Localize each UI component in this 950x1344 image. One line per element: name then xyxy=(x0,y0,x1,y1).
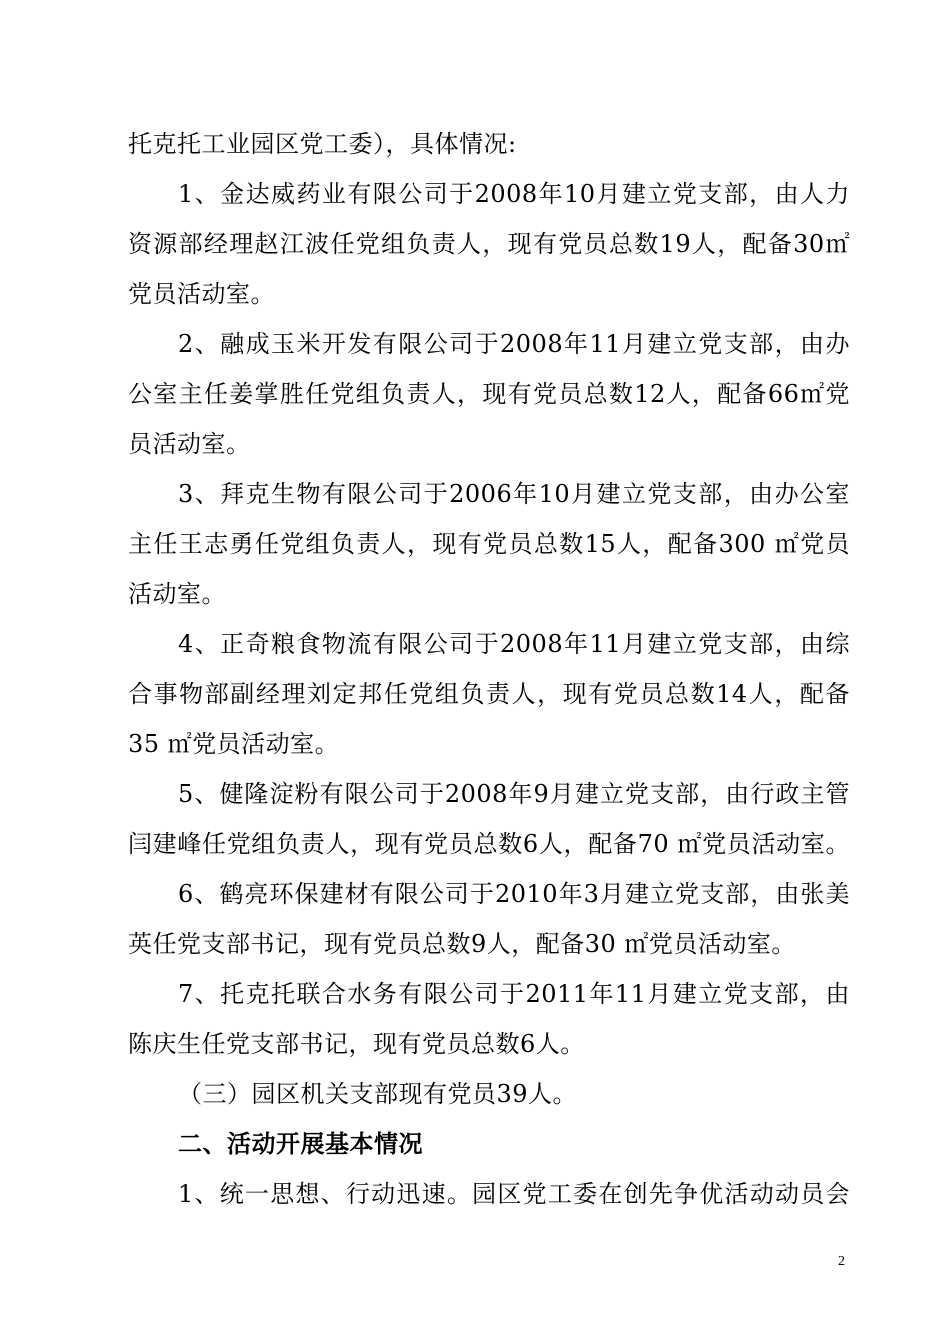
text-line-13: 35 ㎡党员活动室。 xyxy=(128,730,340,758)
text-line-5: 2、融成玉米开发有限公司于2008年11月建立党支部，由办 xyxy=(178,330,850,358)
text-line-3: 资源部经理赵江波任党组负责人，现有党员总数19人，配备30㎡ xyxy=(128,230,850,258)
text-line-11: 4、正奇粮食物流有限公司于2008年11月建立党支部，由综 xyxy=(178,630,850,658)
text-line-8: 3、拜克生物有限公司于2006年10月建立党支部，由办公室 xyxy=(178,480,850,508)
text-line-4: 党员活动室。 xyxy=(128,280,275,308)
text-line-9: 主任王志勇任党组负责人，现有党员总数15人，配备300 ㎡党员 xyxy=(128,530,850,558)
text-line-20: （三）园区机关支部现有党员39人。 xyxy=(178,1080,578,1108)
text-line-19: 陈庆生任党支部书记，现有党员总数6人。 xyxy=(128,1030,585,1058)
section-heading: 二、活动开展基本情况 xyxy=(178,1130,423,1158)
text-line-1: 托克托工业园区党工委），具体情况: xyxy=(128,130,517,158)
text-line-15: 闫建峰任党组负责人，现有党员总数6人，配备70 ㎡党员活动室。 xyxy=(128,830,850,858)
text-line-7: 员活动室。 xyxy=(128,430,251,458)
page-number: 2 xyxy=(838,1254,845,1269)
text-line-12: 合事物部副经理刘定邦任党组负责人，现有党员总数14人，配备 xyxy=(128,680,850,708)
text-line-22: 1、统一思想、行动迅速。园区党工委在创先争优活动动员会 xyxy=(178,1180,850,1208)
text-line-2: 1、金达威药业有限公司于2008年10月建立党支部，由人力 xyxy=(178,180,850,208)
text-line-16: 6、鹤亮环保建材有限公司于2010年3月建立党支部，由张美 xyxy=(178,880,850,908)
text-line-17: 英任党支部书记，现有党员总数9人，配备30 ㎡党员活动室。 xyxy=(128,930,796,958)
text-line-14: 5、健隆淀粉有限公司于2008年9月建立党支部，由行政主管 xyxy=(178,780,850,808)
text-line-18: 7、托克托联合水务有限公司于2011年11月建立党支部，由 xyxy=(178,980,850,1008)
text-line-10: 活动室。 xyxy=(128,580,226,608)
text-line-6: 公室主任姜掌胜任党组负责人，现有党员总数12人，配备66㎡党 xyxy=(128,380,850,408)
